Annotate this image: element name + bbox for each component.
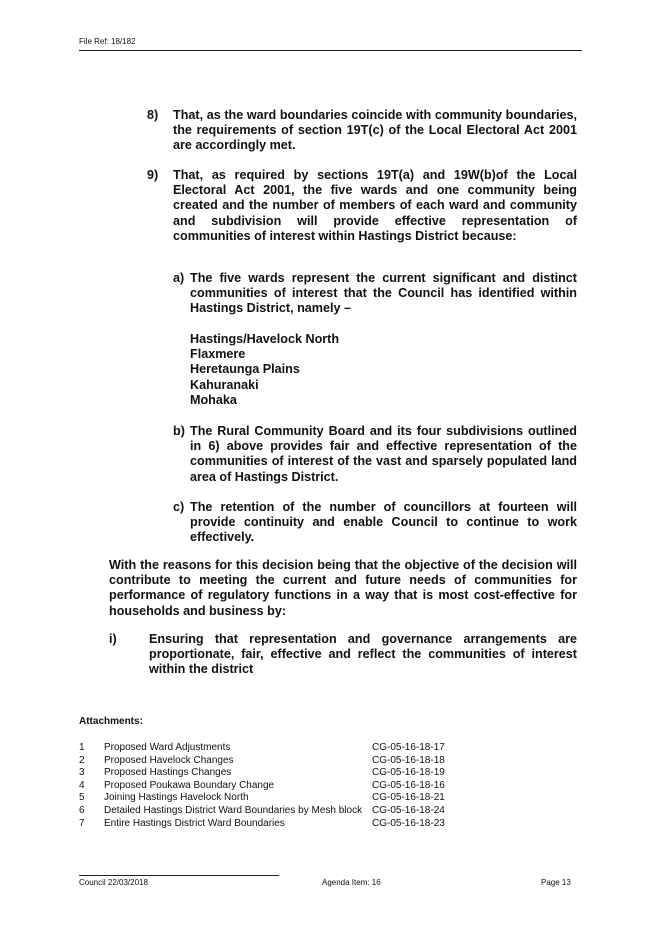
ward-list xyxy=(190,332,339,408)
ward-name: Mohaka xyxy=(190,392,237,407)
sub-item-c xyxy=(173,500,577,546)
attachment-ref: CG-05-16-18-16 xyxy=(372,779,445,791)
attachment-title: Proposed Poukawa Boundary Change xyxy=(104,779,275,791)
attachment-title: Proposed Havelock Changes xyxy=(104,754,234,766)
file-reference: File Ref: 18/182 xyxy=(79,37,136,46)
decision-reasons: With the reasons for this decision being that the objective of the decision will contribute to meeting the current and future needs of communities for performance of regulatory functions in a way that is most cost-effective for households and business by: xyxy=(109,558,577,618)
attachment-ref: CG-05-16-18-18 xyxy=(372,754,445,766)
footer-divider xyxy=(79,875,279,876)
resolution-item-8 xyxy=(147,108,577,154)
item-number: 9) xyxy=(147,168,159,182)
attachment-number: 5 xyxy=(79,792,85,804)
ward-name: Hastings/Havelock North xyxy=(190,332,340,346)
attachment-ref: CG-05-16-18-19 xyxy=(372,767,445,779)
sub-item-letter: b) xyxy=(173,424,185,438)
footer-council-date: Council 22/03/2018 xyxy=(79,878,148,887)
item-text: That, as the ward boundaries coincide with community boundaries, the requirements of section 19T(c) of the Local Electoral Act 2001 are accordingly met. xyxy=(173,108,577,153)
attachment-row xyxy=(79,792,499,805)
sub-item-b xyxy=(173,424,577,485)
attachment-number: 7 xyxy=(79,817,85,829)
attachment-ref: CG-05-16-18-17 xyxy=(372,742,445,753)
attachment-title: Detailed Hastings District Ward Boundaries by Mesh block xyxy=(104,804,363,816)
attachment-number: 1 xyxy=(79,742,85,753)
sub-item-letter: a) xyxy=(173,271,185,285)
attachment-title: Entire Hastings District Ward Boundaries xyxy=(104,817,285,829)
ward-name: Flaxmere xyxy=(190,347,246,362)
ward-name: Heretaunga Plains xyxy=(190,362,300,377)
attachment-row xyxy=(79,742,499,755)
attachment-number: 2 xyxy=(79,754,85,766)
attachment-ref: CG-05-16-18-23 xyxy=(372,817,445,829)
ward-name: Kahuranaki xyxy=(190,377,259,392)
attachment-row xyxy=(79,767,499,780)
sub-item-text: The five wards represent the current significant and distinct communities of interest that the Council has identified within Hastings District, namely – xyxy=(190,271,577,316)
attachments-heading: Attachments: xyxy=(79,716,143,727)
resolution-item-9 xyxy=(147,168,577,244)
item-text: That, as required by sections 19T(a) and 19W(b)of the Local Electoral Act 2001, the five wards and one community being created and the number of members of each ward and community and subdivision will provide effective representation of communities of interest within Hastings District because: xyxy=(173,168,577,243)
attachment-row xyxy=(79,818,499,831)
attachment-ref: CG-05-16-18-21 xyxy=(372,792,445,804)
attachment-number: 4 xyxy=(79,779,85,791)
item-number: 8) xyxy=(147,108,159,122)
footer-page-number: Page 13 xyxy=(541,878,571,887)
attachment-number: 3 xyxy=(79,767,85,779)
attachments-list xyxy=(79,742,499,830)
attachment-number: 6 xyxy=(79,804,85,816)
attachment-title: Proposed Hastings Changes xyxy=(104,767,232,779)
sub-item-text: The retention of the number of councillors at fourteen will provide continuity and enable Council to continue to work effectively. xyxy=(190,500,577,545)
attachment-title: Proposed Ward Adjustments xyxy=(104,742,231,753)
footer-agenda-item: Agenda Item: 16 xyxy=(322,878,381,887)
attachment-row xyxy=(79,780,499,793)
sub-item-letter: c) xyxy=(173,500,185,514)
header-divider xyxy=(79,50,582,51)
sub-item-a xyxy=(173,271,577,317)
reason-item-i xyxy=(109,632,577,678)
sub-item-text: The Rural Community Board and its four subdivisions outlined in 6) above provides fair and effective representation of the communities of interest of the vast and sparsely populated land area of Hastings District. xyxy=(190,424,577,484)
attachment-row xyxy=(79,805,499,818)
attachment-row xyxy=(79,755,499,768)
reason-text: Ensuring that representation and governance arrangements are proportionate, fair, effective and reflect the communities of interest within the district xyxy=(149,632,577,677)
attachment-ref: CG-05-16-18-24 xyxy=(372,804,445,816)
attachment-title: Joining Hastings Havelock North xyxy=(104,792,249,804)
reason-number: i) xyxy=(109,632,117,646)
